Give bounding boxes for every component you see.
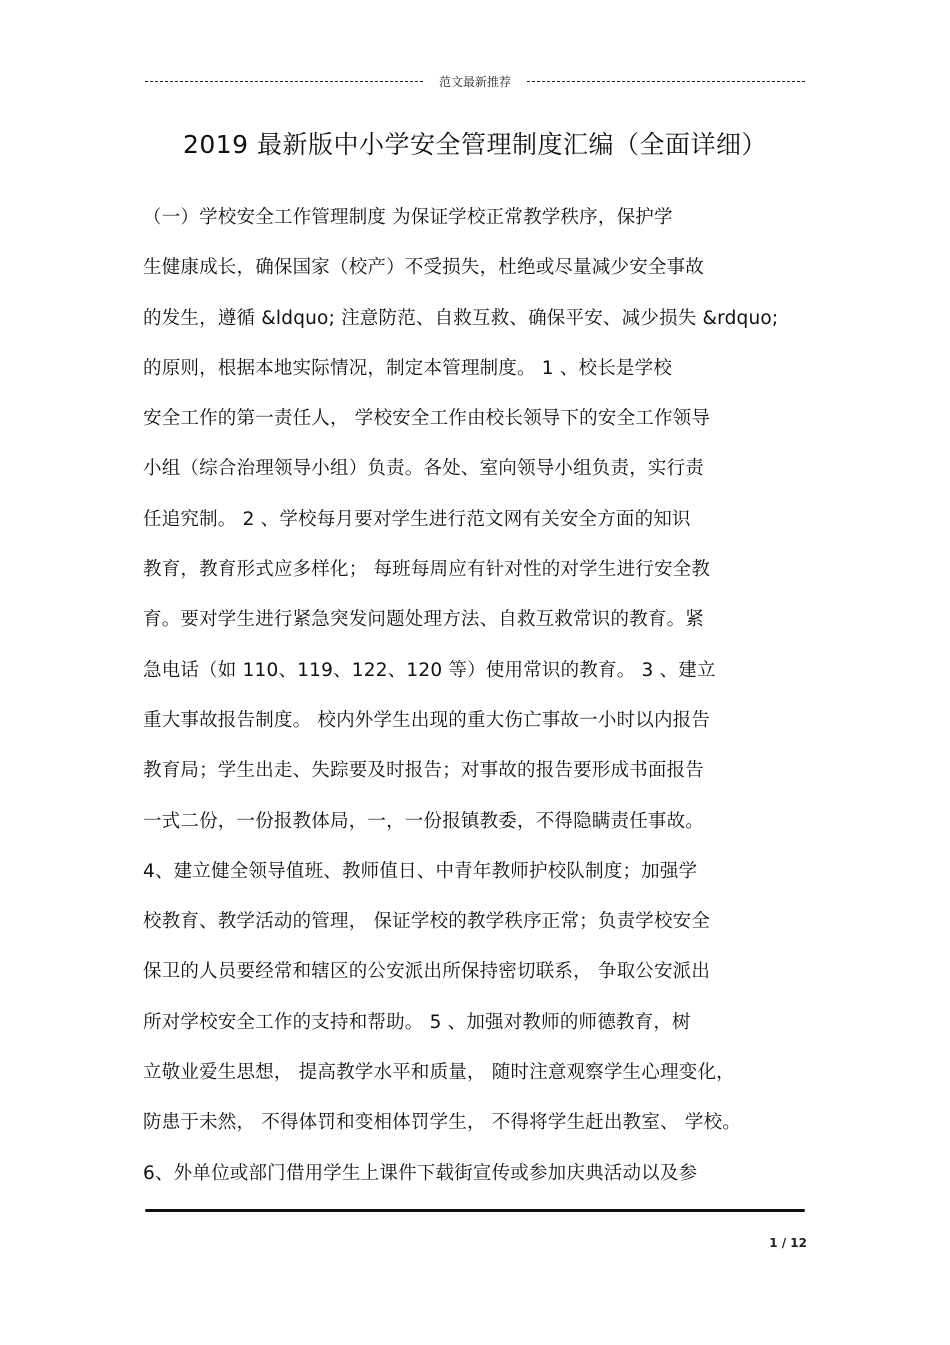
text-line: 育。要对学生进行紧急突发问题处理方法、自救互救常识的教育。紧	[143, 609, 705, 631]
text-line: 一式二份，一份报教体局，一，一份报镇教委，不得隐瞒责任事故。	[143, 810, 705, 832]
text-line: 立敬业爱生思想， 提高教学水平和质量， 随时注意观察学生心理变化，	[143, 1062, 735, 1084]
text-line: 安全工作的第一责任人， 学校安全工作由校长领导下的安全工作领导	[143, 408, 711, 430]
text-line: 急电话（如 110、119、122、120 等）使用常识的教育。 3 、建立	[143, 659, 716, 681]
text-line: 4、建立健全领导值班、教师值日、中青年教师护校队制度；加强学	[143, 860, 698, 882]
document-title: 2019 最新版中小学安全管理制度汇编（全面详细）	[182, 130, 768, 159]
text-line: 教育，教育形式应多样化； 每班每周应有针对性的对学生进行安全教	[143, 559, 711, 581]
page-number: 1 / 12	[769, 1236, 807, 1250]
text-line: 的原则，根据本地实际情况，制定本管理制度。 1 、校长是学校	[143, 357, 673, 379]
text-line: 6、外单位或部门借用学生上课件下载街宣传或参加庆典活动以及参	[143, 1162, 698, 1184]
header-right-rule	[527, 81, 805, 82]
text-line: 生健康成长，确保国家（校产）不受损失，杜绝或尽量减少安全事故	[143, 257, 705, 279]
text-line: 教育局；学生出走、失踪要及时报告；对事故的报告要形成书面报告	[143, 760, 705, 782]
body-text	[143, 193, 823, 1199]
text-line: 保卫的人员要经常和辖区的公安派出所保持密切联系， 争取公安派出	[143, 961, 711, 983]
text-line: 小组（综合治理领导小组）负责。各处、室向领导小组负责，实行责	[143, 458, 705, 480]
page-header	[145, 70, 805, 92]
text-line: （一）学校安全工作管理制度 为保证学校正常教学秩序，保护学	[143, 207, 673, 228]
text-line: 校教育、教学活动的管理， 保证学校的教学秩序正常；负责学校安全	[143, 911, 711, 933]
header-left-rule	[145, 81, 423, 82]
text-line: 防患于未然， 不得体罚和变相体罚学生， 不得将学生赶出教室、 学校。	[143, 1112, 741, 1134]
text-line: 的发生，遵循 &ldquo; 注意防范、自救互救、确保平安、减少损失 &rdquo;	[143, 307, 779, 329]
text-line: 重大事故报告制度。 校内外学生出现的重大伤亡事故一小时以内报告	[143, 709, 711, 731]
text-line: 任追究制。 2 、学校每月要对学生进行范文网有关安全方面的知识	[143, 508, 691, 530]
footer-rule	[145, 1209, 805, 1212]
header-label: 范文最新推荐	[439, 74, 512, 89]
text-line: 所对学校安全工作的支持和帮助。 5 、加强对教师的师德教育，树	[143, 1011, 691, 1033]
